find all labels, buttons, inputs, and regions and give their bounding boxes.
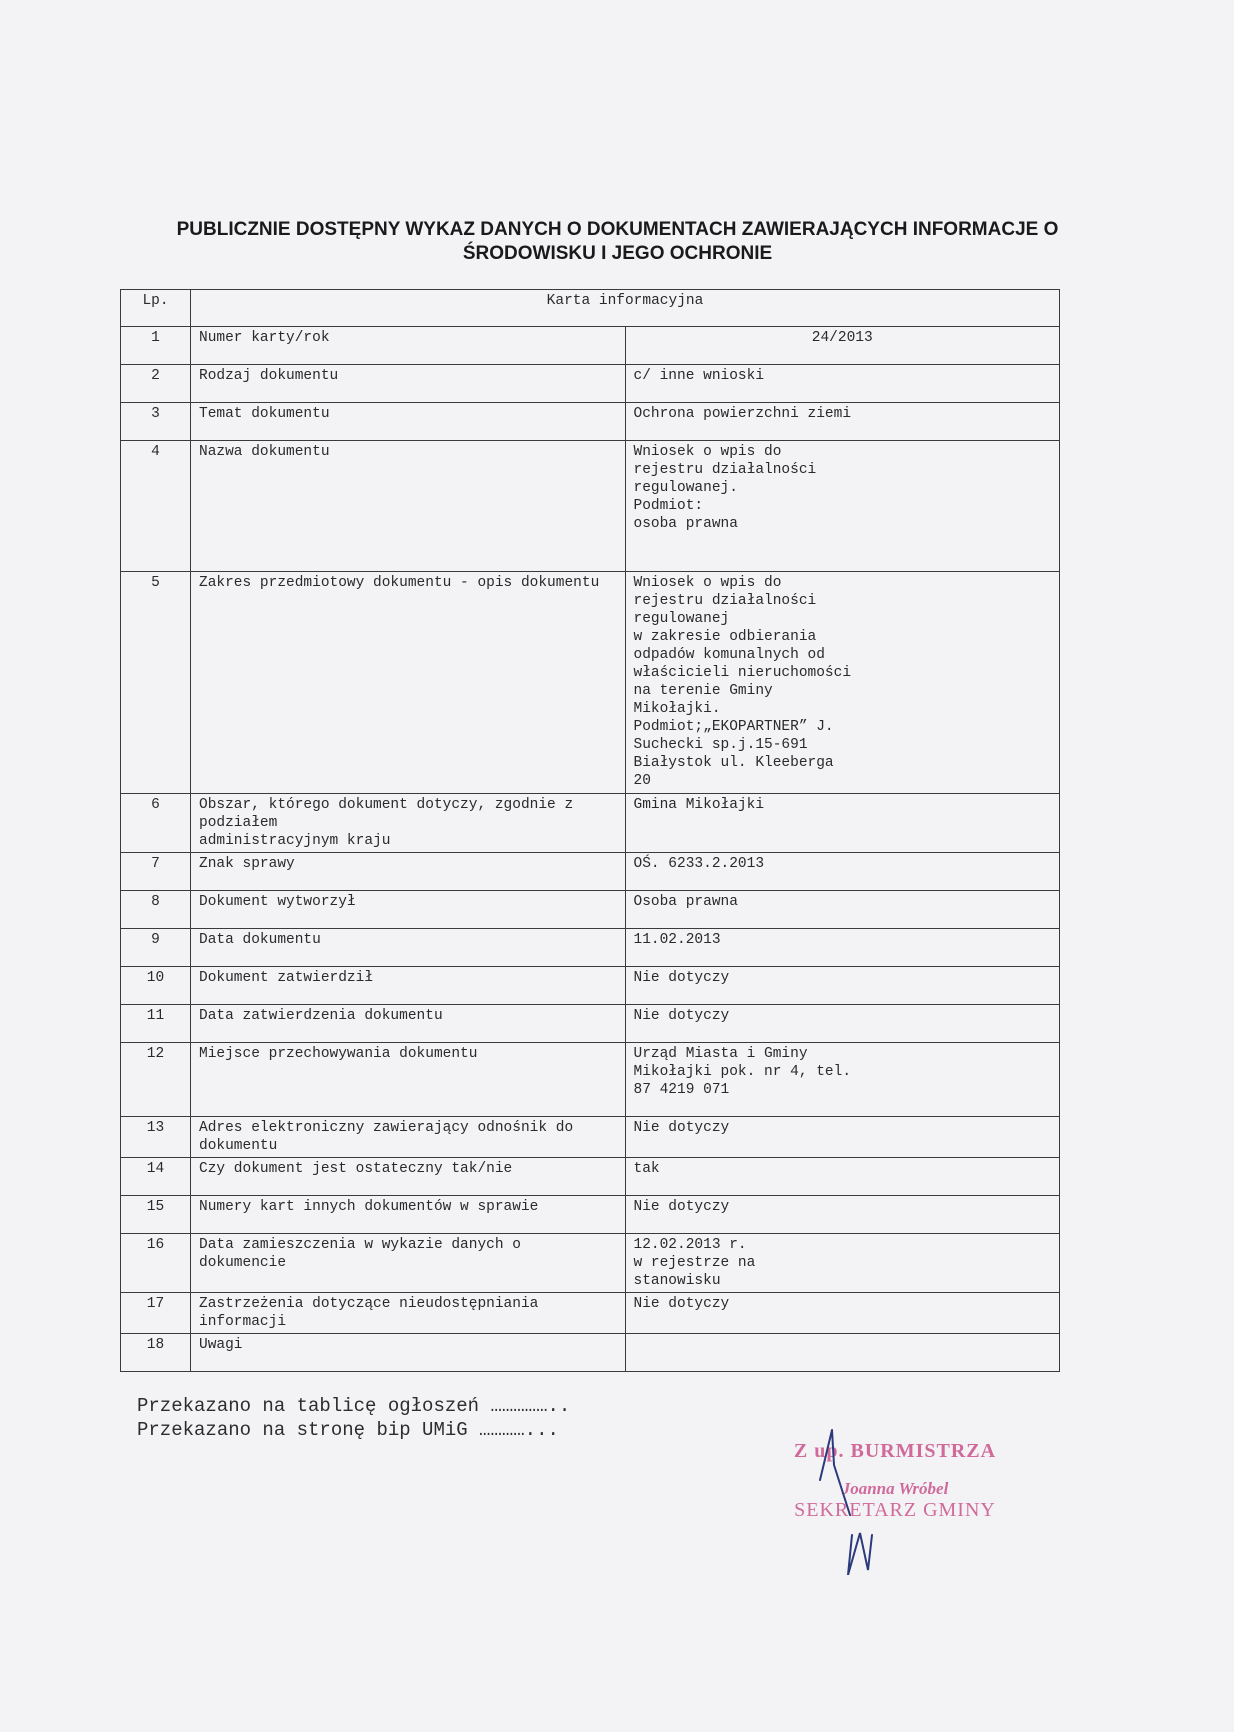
- row-label: [191, 1234, 626, 1293]
- row-value-text: Nie dotyczy: [633, 1199, 730, 1215]
- info-card-table: [120, 289, 1060, 1372]
- handwritten-signature: [790, 1425, 910, 1575]
- row-label-text: Zakres przedmiotowy dokumentu - opis dokumentu: [199, 575, 600, 591]
- row-label: [191, 365, 626, 403]
- row-value-text: Wniosek o wpis do rejestru działalności regulowanej w zakresie odbierania odpadów komunalnych od właścicieli nieruchomości na terenie Gminy Mikołajki. Podmiot;„EKOPARTNER” J. Suchecki sp.j.15-691 Białystok ul. Kleeberga 20: [633, 575, 852, 789]
- row-value-text: Wniosek o wpis do rejestru działalności regulowanej. Podmiot: osoba prawna: [633, 444, 817, 532]
- row-value: [625, 891, 1060, 929]
- row-value: [625, 441, 1060, 572]
- row-value: [625, 365, 1060, 403]
- table-row: [121, 967, 1060, 1005]
- row-value: [625, 1005, 1060, 1043]
- row-label: [191, 967, 626, 1005]
- row-number: 10: [121, 967, 191, 1005]
- table-row: [121, 1293, 1060, 1334]
- row-number: 3: [121, 403, 191, 441]
- row-number: 7: [121, 853, 191, 891]
- table-row: [121, 327, 1060, 365]
- row-value: [625, 967, 1060, 1005]
- row-value-text: Nie dotyczy: [633, 1296, 730, 1312]
- row-value-text: Gmina Mikołajki: [633, 797, 765, 813]
- row-label-text: Zastrzeżenia dotyczące nieudostępniania informacji: [199, 1296, 539, 1330]
- header-lp: Lp.: [121, 290, 191, 327]
- row-label-text: Czy dokument jest ostateczny tak/nie: [199, 1161, 513, 1177]
- row-value-text: Urząd Miasta i Gminy Mikołajki pok. nr 4, tel. 87 4219 071: [633, 1046, 852, 1098]
- row-number: 12: [121, 1043, 191, 1117]
- table-row: [121, 1196, 1060, 1234]
- row-value: [625, 794, 1060, 853]
- notice-board-line: Przekazano na tablicę ogłoszeń ……………..: [137, 1395, 571, 1417]
- row-label: [191, 1334, 626, 1372]
- row-number: 16: [121, 1234, 191, 1293]
- row-value-text: Nie dotyczy: [633, 970, 730, 986]
- row-value: [625, 327, 1060, 365]
- row-label-text: Dokument zatwierdził: [199, 970, 374, 986]
- stamp-line-1: Z up. BURMISTRZA: [793, 1440, 997, 1462]
- row-label-text: Rodzaj dokumentu: [199, 368, 339, 384]
- table-row: [121, 441, 1060, 572]
- row-value-text: Osoba prawna: [633, 894, 738, 910]
- row-label-text: Numery kart innych dokumentów w sprawie: [199, 1199, 539, 1215]
- row-value-text: 12.02.2013 r. w rejestrze na stanowisku: [633, 1237, 756, 1289]
- row-label: [191, 1043, 626, 1117]
- row-label: [191, 929, 626, 967]
- table-row: [121, 891, 1060, 929]
- transfer-notes: [137, 1394, 570, 1442]
- table-row: [121, 929, 1060, 967]
- row-label: [191, 1158, 626, 1196]
- row-value: [625, 1334, 1060, 1372]
- row-label-text: Nazwa dokumentu: [199, 444, 330, 460]
- row-label-text: Temat dokumentu: [199, 406, 330, 422]
- table-row: [121, 1234, 1060, 1293]
- row-value-text: Nie dotyczy: [633, 1120, 730, 1136]
- table-row: [121, 1334, 1060, 1372]
- row-number: 6: [121, 794, 191, 853]
- row-number: 13: [121, 1117, 191, 1158]
- row-value-text: 24/2013: [811, 330, 873, 346]
- row-label-text: Dokument wytworzył: [199, 894, 356, 910]
- row-label-text: Znak sprawy: [199, 856, 295, 872]
- header-title: Karta informacyjna: [191, 290, 1060, 327]
- row-number: 8: [121, 891, 191, 929]
- row-value: [625, 1043, 1060, 1117]
- row-label: [191, 891, 626, 929]
- page-title-line-2: ŚRODOWISKU I JEGO OCHRONIE: [462, 243, 773, 264]
- row-value: [625, 1293, 1060, 1334]
- row-value: [625, 403, 1060, 441]
- row-label-text: Miejsce przechowywania dokumentu: [199, 1046, 478, 1062]
- row-number: 4: [121, 441, 191, 572]
- row-label: [191, 403, 626, 441]
- row-value-text: Nie dotyczy: [633, 1008, 730, 1024]
- row-value: [625, 929, 1060, 967]
- row-value-text: tak: [633, 1161, 660, 1177]
- row-number: 15: [121, 1196, 191, 1234]
- row-label: [191, 1005, 626, 1043]
- table-row: [121, 794, 1060, 853]
- row-value: [625, 1158, 1060, 1196]
- row-value-text: 11.02.2013: [633, 932, 721, 948]
- table-row: [121, 1117, 1060, 1158]
- row-number: 2: [121, 365, 191, 403]
- row-label: [191, 441, 626, 572]
- row-label: [191, 853, 626, 891]
- row-label: [191, 1293, 626, 1334]
- row-label-text: Data zatwierdzenia dokumentu: [199, 1008, 443, 1024]
- row-value-text: Ochrona powierzchni ziemi: [633, 406, 852, 422]
- row-number: 18: [121, 1334, 191, 1372]
- bip-line: Przekazano na stronę bip UMiG …………...: [137, 1419, 559, 1441]
- table-row: [121, 853, 1060, 891]
- row-value-text: OŚ. 6233.2.2013: [633, 856, 765, 872]
- row-label: [191, 1196, 626, 1234]
- table-row: [121, 1043, 1060, 1117]
- row-value: [625, 1117, 1060, 1158]
- row-value-text: c/ inne wnioski: [633, 368, 765, 384]
- row-number: 11: [121, 1005, 191, 1043]
- table-header-row: [121, 290, 1060, 327]
- row-label-text: Uwagi: [199, 1337, 243, 1353]
- row-number: 14: [121, 1158, 191, 1196]
- row-value: [625, 1234, 1060, 1293]
- row-value: [625, 572, 1060, 794]
- row-label-text: Adres elektroniczny zawierający odnośnik do dokumentu: [199, 1120, 574, 1154]
- row-label-text: Data zamieszczenia w wykazie danych o dokumencie: [199, 1237, 521, 1271]
- stamp-line-2: Joanna Wróbel: [841, 1479, 949, 1498]
- table-row: [121, 365, 1060, 403]
- row-label: [191, 1117, 626, 1158]
- table-row: [121, 1158, 1060, 1196]
- row-label-text: Obszar, którego dokument dotyczy, zgodnie z podziałem administracyjnym kraju: [199, 797, 574, 849]
- page-title-line-1: PUBLICZNIE DOSTĘPNY WYKAZ DANYCH O DOKUMENTACH ZAWIERAJĄCYCH INFORMACJE O: [176, 219, 1059, 240]
- row-label-text: Numer karty/rok: [199, 330, 330, 346]
- row-label: [191, 794, 626, 853]
- page-title: [120, 218, 1115, 266]
- row-number: 17: [121, 1293, 191, 1334]
- stamp-line-3: SEKRETARZ GMINY: [794, 1499, 996, 1521]
- table-row: [121, 403, 1060, 441]
- row-value: [625, 1196, 1060, 1234]
- row-value: [625, 853, 1060, 891]
- table-row: [121, 1005, 1060, 1043]
- row-number: 9: [121, 929, 191, 967]
- row-label: [191, 327, 626, 365]
- row-number: 1: [121, 327, 191, 365]
- row-number: 5: [121, 572, 191, 794]
- row-label-text: Data dokumentu: [199, 932, 321, 948]
- row-label: [191, 572, 626, 794]
- table-row: [121, 572, 1060, 794]
